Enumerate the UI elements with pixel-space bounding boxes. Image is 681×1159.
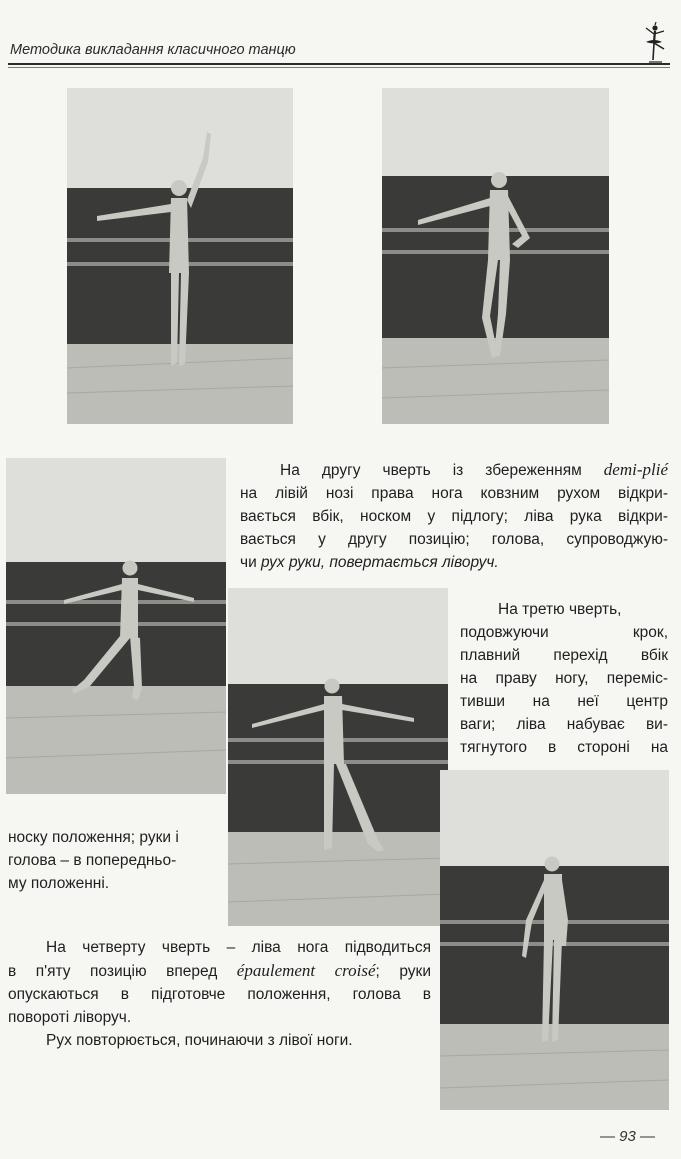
photo-dancer-arms-second: [228, 588, 448, 926]
paragraph-line: тягнутого в стороні на: [460, 739, 668, 756]
text-span: ; руки: [375, 963, 431, 980]
italic-span: рух руки, повертається ліворуч.: [261, 554, 499, 571]
paragraph-line: на лівій нозі права нога ковзним рухом відкри-: [240, 485, 668, 502]
text-span: чи: [240, 554, 262, 571]
paragraph-line: На третю чверть,: [498, 601, 622, 618]
paragraph-line: голова – в попередньо-: [8, 852, 177, 869]
term-epaulement-croise: épaulement croisé: [236, 961, 376, 980]
paragraph-fourth-quarter: [8, 936, 431, 1029]
paragraph-second-quarter: [240, 458, 668, 574]
paragraph-line: вається у другу позицію; голова, супроводжую-: [240, 531, 668, 548]
paragraph-repeat: [46, 1029, 431, 1052]
photo-dancer-arm-raised: [67, 88, 293, 424]
photo-dancer-step-side: [6, 458, 226, 794]
paragraph-line: [240, 551, 668, 574]
photo-dancer-fifth-position: [440, 770, 669, 1110]
paragraph-line: носку положення; руки і: [8, 829, 179, 846]
term-demi-plie: demi-plié: [603, 460, 668, 479]
page-number: — 93 —: [600, 1128, 656, 1145]
paragraph-line: вається вбік, носком у підлогу; ліва рука відкри-: [240, 508, 668, 525]
paragraph-line: [8, 959, 431, 983]
paragraph-line: опускаються в підготовче положення, голова в: [8, 986, 431, 1003]
running-header: Методика викладання класичного танцю: [10, 42, 296, 58]
paragraph-line: [240, 458, 668, 482]
paragraph-line: плавний перехід вбік: [460, 647, 668, 664]
paragraph-line: подовжуючи крок,: [460, 624, 668, 641]
paragraph-third-quarter-continued: [8, 826, 226, 895]
paragraph-line: Рух повторюється, починаючи з лівої ноги.: [46, 1032, 353, 1049]
text-span: в п'яту позицію вперед: [8, 963, 237, 980]
paragraph-line: повороті ліворуч.: [8, 1009, 132, 1026]
paragraph-third-quarter: [460, 598, 668, 759]
paragraph-line: На четверту чверть – ліва нога підводиться: [46, 939, 431, 956]
text-span: На другу чверть із збереженням: [280, 462, 604, 479]
photo-dancer-demi-plie: [382, 88, 609, 424]
paragraph-line: ваги; ліва набуває ви-: [460, 716, 668, 733]
paragraph-line: му положенні.: [8, 875, 110, 892]
ballerina-logo-icon: [640, 22, 670, 66]
header-rule: [8, 63, 670, 65]
paragraph-line: тивши на неї центр: [460, 693, 668, 710]
header-rule-thin: [8, 67, 670, 68]
paragraph-line: на праву ногу, переміс-: [460, 670, 668, 687]
